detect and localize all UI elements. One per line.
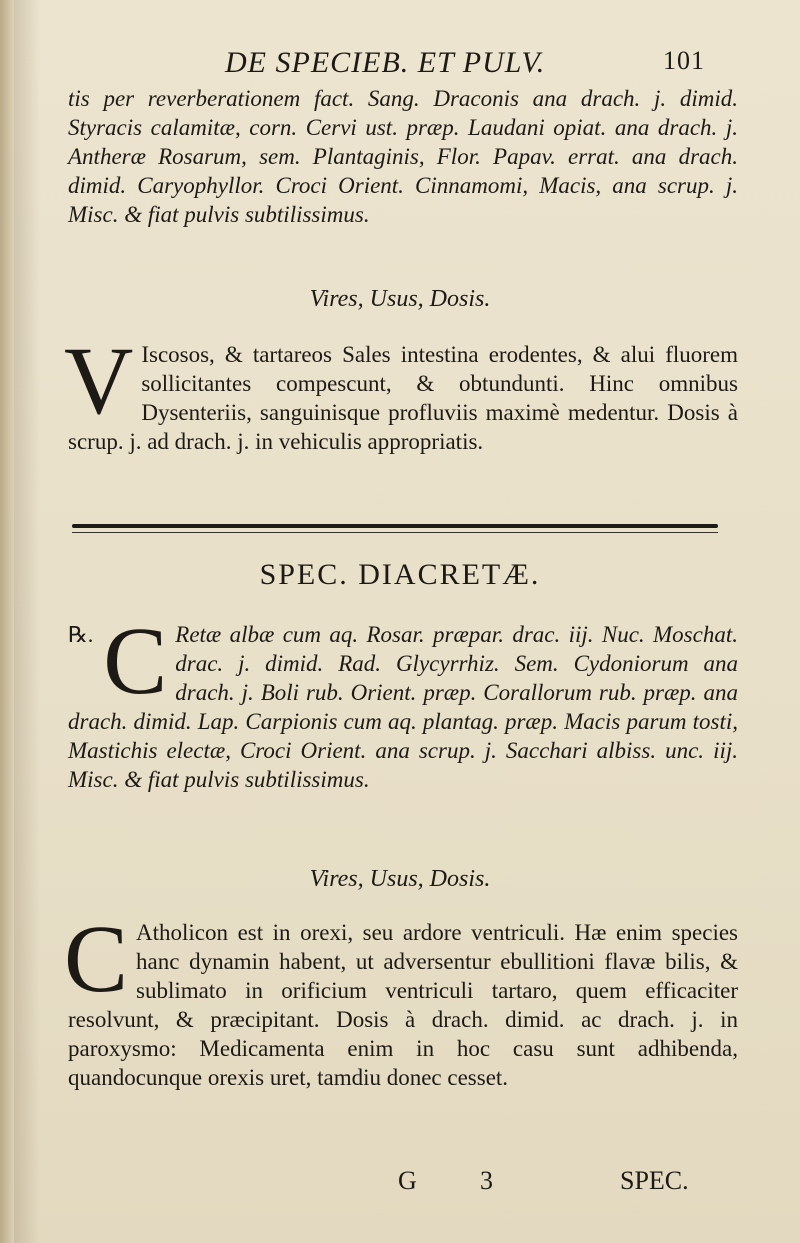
section2-recipe <box>68 607 738 794</box>
recipe-continuation: tis per reverberationem fact. Sang. Draconis ana drach. j. dimid. Styracis calamitæ, corn. Cervi ust. præp. Laudani opiat. ana drach. j. Antheræ Rosarum, sem. Plantaginis, Flor. Papav. errat. ana drach. dimid. Caryophyllor. Croci Orient. Cinnamomi, Macis, ana scrup. j. Misc. & fiat pulvis subtilissimus. <box>68 86 738 227</box>
section2-subheading: Vires, Usus, Dosis. <box>309 866 491 892</box>
dropcap-v: V <box>64 327 134 434</box>
signature-mark: G <box>398 1166 417 1195</box>
catchline <box>0 1166 800 1206</box>
section1-opening <box>68 84 738 229</box>
section-divider-thin <box>72 532 718 533</box>
running-head-title: DE SPECIEB. ET PULV. <box>225 46 546 79</box>
section2-paragraph: Atholicon est in orexi, seu ardore ventriculi. Hæ enim species hanc dynamin habent, ut adversentur ebullitioni flavæ bilis, & sublimato in orificium ventriculi tartaro, quem efficaciter resolvunt, & præcipitant. Dosis à drach. dimid. ac drach. j. in paroxysmo: Medicamenta enim in hoc casu sunt adhibenda, quandocunque orexis uret, tamdiu donec cesset. <box>68 920 738 1090</box>
running-head <box>225 46 705 86</box>
section2-heading: SPEC. DIACRETÆ. <box>259 558 541 591</box>
section1-paragraph: Iscosos, & tartareos Sales intestina erodentes, & alui fluorem sollicitantes compescunt, & obtundunti. Hinc omnibus Dysenteriis, sanguinisque profluviis maximè medentur. Dosis à scrup. j. ad drach. j. in vehiculis appropriatis. <box>68 342 738 454</box>
page-gutter <box>0 0 14 1243</box>
section-divider <box>72 524 718 528</box>
section2-body <box>64 905 738 1092</box>
section1-body <box>64 327 738 456</box>
signature-number: 3 <box>480 1166 493 1195</box>
recipe-text: Retæ albæ cum aq. Rosar. præpar. drac. iij. Nuc. Moschat. drac. j. dimid. Rad. Glycyrrhiz. Sem. Cydoniorum ana drach. j. Boli rub. Orient. præp. Corallorum rub. præp. ana drach. dimid. Lap. Carpionis cum aq. plantag. præp. Macis parum tosti, Mastichis electæ, Croci Orient. ana scrup. j. Sacchari albiss. unc. iij. Misc. & fiat pulvis subtilissimus. <box>68 622 738 792</box>
dropcap-c: C <box>103 607 168 714</box>
catchword: SPEC. <box>620 1166 689 1195</box>
recipe-mark: ℞. <box>68 622 94 647</box>
dropcap-c2: C <box>64 905 129 1012</box>
section1-subheading: Vires, Usus, Dosis. <box>309 286 491 312</box>
page-number: 101 <box>663 46 705 75</box>
